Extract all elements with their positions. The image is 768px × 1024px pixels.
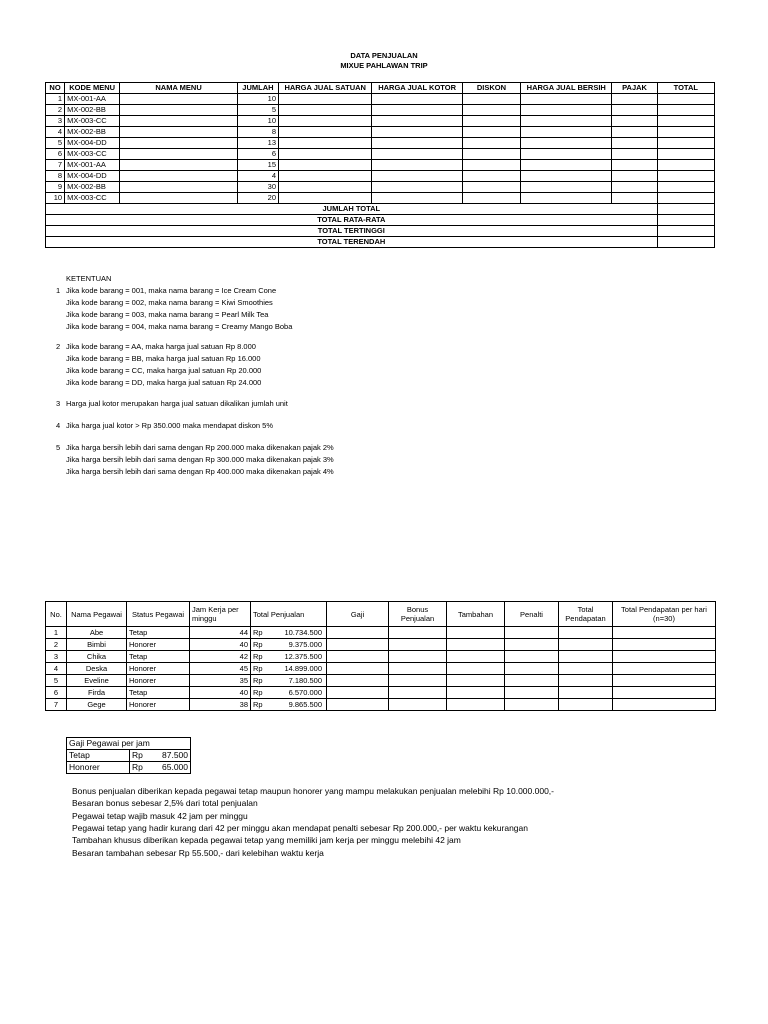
emp-total-penjualan: [251, 663, 327, 675]
cell-no: 2: [46, 105, 65, 116]
emp-tambahan: [447, 699, 505, 711]
emp-penalti: [505, 627, 559, 639]
cell-nama-menu: [120, 182, 238, 193]
summary-label: TOTAL TERTINGGI: [46, 226, 658, 237]
summary-value: [657, 215, 714, 226]
emp-pendapatan-per-hari: [613, 687, 716, 699]
cell-harga-jual-kotor: [372, 182, 462, 193]
emp-penjualan-value: 10.734.500: [284, 628, 322, 637]
wage-row: [67, 762, 191, 774]
emp-header-total-pendapatan: Total Pendapatan: [559, 602, 613, 627]
wage-status: Honorer: [67, 762, 130, 774]
emp-no: 6: [46, 687, 67, 699]
cell-harga-jual-satuan: [279, 94, 372, 105]
rule-text: Jika kode barang = BB, maka harga jual satuan Rp 16.000: [66, 354, 261, 363]
emp-gaji: [327, 627, 389, 639]
emp-gaji: [327, 699, 389, 711]
rule-number: 2: [56, 342, 61, 351]
sales-row: [46, 127, 715, 138]
emp-currency: Rp: [253, 700, 263, 709]
emp-status: Tetap: [127, 651, 190, 663]
emp-jam-kerja: 42: [190, 651, 251, 663]
cell-no: 6: [46, 149, 65, 160]
emp-header-pendapatan-per-hari: Total Pendapatan per hari (n=30): [613, 602, 716, 627]
wage-title: Gaji Pegawai per jam: [67, 738, 191, 750]
emp-total-penjualan: [251, 651, 327, 663]
cell-total: [657, 116, 714, 127]
sales-row: [46, 138, 715, 149]
sales-row: [46, 171, 715, 182]
cell-jumlah: 6: [237, 149, 278, 160]
emp-pendapatan-per-hari: [613, 639, 716, 651]
cell-harga-jual-bersih: [521, 160, 612, 171]
cell-harga-jual-kotor: [372, 127, 462, 138]
emp-tambahan: [447, 627, 505, 639]
employee-row: [46, 627, 716, 639]
cell-harga-jual-bersih: [521, 182, 612, 193]
sales-header-row: [46, 83, 715, 94]
cell-kode-menu: MX-001-AA: [65, 94, 120, 105]
cell-jumlah: 4: [237, 171, 278, 182]
emp-no: 5: [46, 675, 67, 687]
cell-pajak: [612, 182, 657, 193]
summary-row: [46, 204, 715, 215]
cell-nama-menu: [120, 149, 238, 160]
cell-harga-jual-kotor: [372, 193, 462, 204]
cell-pajak: [612, 138, 657, 149]
summary-label: TOTAL RATA-RATA: [46, 215, 658, 226]
header-jumlah: JUMLAH: [237, 83, 278, 94]
emp-penjualan-value: 7.180.500: [288, 676, 322, 685]
wage-value: 65.000: [148, 762, 191, 774]
emp-total-penjualan: [251, 639, 327, 651]
cell-nama-menu: [120, 160, 238, 171]
cell-no: 5: [46, 138, 65, 149]
header-harga-jual-kotor: HARGA JUAL KOTOR: [372, 83, 462, 94]
emp-total-pendapatan: [559, 639, 613, 651]
cell-pajak: [612, 94, 657, 105]
emp-penalti: [505, 639, 559, 651]
cell-kode-menu: MX-003-CC: [65, 116, 120, 127]
emp-nama: Firda: [67, 687, 127, 699]
cell-diskon: [462, 171, 520, 182]
emp-pendapatan-per-hari: [613, 663, 716, 675]
emp-jam-kerja: 35: [190, 675, 251, 687]
emp-pendapatan-per-hari: [613, 699, 716, 711]
cell-kode-menu: MX-002-BB: [65, 105, 120, 116]
emp-total-pendapatan: [559, 675, 613, 687]
employee-header-row: [46, 602, 716, 627]
wage-status: Tetap: [67, 750, 130, 762]
emp-gaji: [327, 687, 389, 699]
emp-pendapatan-per-hari: [613, 627, 716, 639]
emp-header-no: No.: [46, 602, 67, 627]
sales-row: [46, 149, 715, 160]
emp-total-pendapatan: [559, 699, 613, 711]
emp-status: Tetap: [127, 687, 190, 699]
sales-row: [46, 116, 715, 127]
cell-diskon: [462, 149, 520, 160]
header-harga-jual-bersih: HARGA JUAL BERSIH: [521, 83, 612, 94]
cell-nama-menu: [120, 193, 238, 204]
cell-kode-menu: MX-004-DD: [65, 138, 120, 149]
header-harga-jual-satuan: HARGA JUAL SATUAN: [279, 83, 372, 94]
cell-harga-jual-satuan: [279, 127, 372, 138]
cell-jumlah: 10: [237, 116, 278, 127]
cell-harga-jual-satuan: [279, 160, 372, 171]
summary-row: [46, 215, 715, 226]
cell-harga-jual-satuan: [279, 182, 372, 193]
emp-tambahan: [447, 651, 505, 663]
emp-tambahan: [447, 675, 505, 687]
summary-row: [46, 226, 715, 237]
emp-no: 3: [46, 651, 67, 663]
cell-nama-menu: [120, 94, 238, 105]
emp-penalti: [505, 663, 559, 675]
emp-bonus: [389, 627, 447, 639]
note-line: Tambahan khusus diberikan kepada pegawai tetap yang memiliki jam kerja per minggu melebihi 42 jam: [72, 835, 461, 846]
cell-kode-menu: MX-002-BB: [65, 127, 120, 138]
header-pajak: PAJAK: [612, 83, 657, 94]
cell-diskon: [462, 182, 520, 193]
emp-no: 1: [46, 627, 67, 639]
emp-nama: Eveline: [67, 675, 127, 687]
cell-no: 7: [46, 160, 65, 171]
emp-bonus: [389, 651, 447, 663]
header-nama-menu: NAMA MENU: [120, 83, 238, 94]
page-title: DATA PENJUALAN: [350, 51, 418, 60]
emp-gaji: [327, 663, 389, 675]
rule-number: 4: [56, 421, 61, 430]
cell-no: 10: [46, 193, 65, 204]
cell-harga-jual-satuan: [279, 149, 372, 160]
emp-penjualan-value: 9.865.500: [288, 700, 322, 709]
emp-header-tambahan: Tambahan: [447, 602, 505, 627]
summary-label: JUMLAH TOTAL: [46, 204, 658, 215]
sales-row: [46, 182, 715, 193]
rule-text: Jika kode barang = CC, maka harga jual satuan Rp 20.000: [66, 366, 262, 375]
emp-currency: Rp: [253, 652, 263, 661]
emp-total-pendapatan: [559, 651, 613, 663]
sales-row: [46, 94, 715, 105]
cell-harga-jual-kotor: [372, 160, 462, 171]
summary-value: [657, 204, 714, 215]
header-diskon: DISKON: [462, 83, 520, 94]
note-line: Besaran bonus sebesar 2,5% dari total penjualan: [72, 798, 258, 809]
emp-tambahan: [447, 663, 505, 675]
emp-header-gaji: Gaji: [327, 602, 389, 627]
cell-pajak: [612, 171, 657, 182]
note-line: Pegawai tetap wajib masuk 42 jam per minggu: [72, 810, 248, 821]
sales-row: [46, 105, 715, 116]
emp-gaji: [327, 651, 389, 663]
page-subtitle: MIXUE PAHLAWAN TRIP: [340, 61, 428, 70]
cell-total: [657, 160, 714, 171]
cell-pajak: [612, 193, 657, 204]
emp-pendapatan-per-hari: [613, 675, 716, 687]
employee-row: [46, 639, 716, 651]
wage-table: [66, 737, 191, 774]
ketentuan-heading: KETENTUAN: [66, 274, 112, 283]
cell-jumlah: 10: [237, 94, 278, 105]
cell-kode-menu: MX-001-AA: [65, 160, 120, 171]
wage-currency: Rp: [130, 750, 149, 762]
emp-bonus: [389, 687, 447, 699]
emp-penalti: [505, 651, 559, 663]
summary-label: TOTAL TERENDAH: [46, 237, 658, 248]
note-line: Besaran tambahan sebesar Rp 55.500,- dari kelebihan waktu kerja: [72, 847, 324, 858]
emp-total-pendapatan: [559, 687, 613, 699]
header-no: NO: [46, 83, 65, 94]
rule-number: 5: [56, 443, 61, 452]
rule-text: Jika harga bersih lebih dari sama dengan Rp 300.000 maka dikenakan pajak 3%: [66, 455, 334, 464]
emp-nama: Chika: [67, 651, 127, 663]
cell-no: 1: [46, 94, 65, 105]
rule-number: 1: [56, 286, 61, 295]
emp-currency: Rp: [253, 664, 263, 673]
emp-no: 7: [46, 699, 67, 711]
emp-header-penalti: Penalti: [505, 602, 559, 627]
emp-status: Honorer: [127, 639, 190, 651]
cell-diskon: [462, 127, 520, 138]
cell-diskon: [462, 138, 520, 149]
employee-table: [45, 601, 716, 711]
emp-currency: Rp: [253, 628, 263, 637]
emp-header-bonus: Bonus Penjualan: [389, 602, 447, 627]
cell-kode-menu: MX-003-CC: [65, 149, 120, 160]
cell-harga-jual-satuan: [279, 138, 372, 149]
cell-harga-jual-satuan: [279, 193, 372, 204]
cell-harga-jual-bersih: [521, 127, 612, 138]
emp-penalti: [505, 699, 559, 711]
emp-no: 4: [46, 663, 67, 675]
emp-nama: Deska: [67, 663, 127, 675]
cell-harga-jual-kotor: [372, 105, 462, 116]
rule-text: Harga jual kotor merupakan harga jual satuan dikalikan jumlah unit: [66, 399, 288, 408]
emp-currency: Rp: [253, 676, 263, 685]
emp-header-status: Status Pegawai: [127, 602, 190, 627]
cell-total: [657, 193, 714, 204]
cell-no: 9: [46, 182, 65, 193]
emp-jam-kerja: 40: [190, 687, 251, 699]
cell-total: [657, 105, 714, 116]
emp-bonus: [389, 663, 447, 675]
cell-pajak: [612, 127, 657, 138]
emp-penalti: [505, 675, 559, 687]
rule-text: Jika harga bersih lebih dari sama dengan Rp 200.000 maka dikenakan pajak 2%: [66, 443, 334, 452]
emp-status: Honorer: [127, 675, 190, 687]
emp-header-total-penjualan: Total Penjualan: [251, 602, 327, 627]
rule-text: Jika kode barang = 002, maka nama barang = Kiwi Smoothies: [66, 298, 273, 307]
note-line: Pegawai tetap yang hadir kurang dari 42 per minggu akan mendapat penalti sebesar Rp 200.000,- per waktu kekurangan: [72, 822, 528, 833]
sales-row: [46, 160, 715, 171]
header-kode-menu: KODE MENU: [65, 83, 120, 94]
emp-penjualan-value: 6.570.000: [288, 688, 322, 697]
summary-row: [46, 237, 715, 248]
cell-harga-jual-bersih: [521, 116, 612, 127]
rule-text: Jika kode barang = DD, maka harga jual satuan Rp 24.000: [66, 378, 262, 387]
wage-currency: Rp: [130, 762, 149, 774]
wage-title-row: [67, 738, 191, 750]
cell-no: 4: [46, 127, 65, 138]
cell-jumlah: 13: [237, 138, 278, 149]
cell-kode-menu: MX-004-DD: [65, 171, 120, 182]
emp-header-nama: Nama Pegawai: [67, 602, 127, 627]
rule-text: Jika kode barang = 003, maka nama barang = Pearl Milk Tea: [66, 310, 269, 319]
cell-harga-jual-kotor: [372, 94, 462, 105]
cell-harga-jual-bersih: [521, 105, 612, 116]
cell-total: [657, 127, 714, 138]
employee-row: [46, 699, 716, 711]
emp-total-pendapatan: [559, 663, 613, 675]
header-total: TOTAL: [657, 83, 714, 94]
emp-status: Honorer: [127, 663, 190, 675]
sales-table: [45, 82, 715, 248]
emp-bonus: [389, 699, 447, 711]
emp-gaji: [327, 639, 389, 651]
cell-harga-jual-kotor: [372, 138, 462, 149]
emp-currency: Rp: [253, 688, 263, 697]
emp-total-penjualan: [251, 687, 327, 699]
emp-penjualan-value: 9.375.000: [288, 640, 322, 649]
cell-nama-menu: [120, 105, 238, 116]
rule-text: Jika kode barang = 001, maka nama barang = Ice Cream Cone: [66, 286, 277, 295]
emp-penjualan-value: 12.375.500: [284, 652, 322, 661]
cell-nama-menu: [120, 127, 238, 138]
emp-total-penjualan: [251, 675, 327, 687]
cell-harga-jual-satuan: [279, 171, 372, 182]
cell-jumlah: 8: [237, 127, 278, 138]
employee-row: [46, 687, 716, 699]
cell-total: [657, 171, 714, 182]
sales-row: [46, 193, 715, 204]
emp-nama: Abe: [67, 627, 127, 639]
emp-nama: Bimbi: [67, 639, 127, 651]
cell-no: 8: [46, 171, 65, 182]
emp-bonus: [389, 639, 447, 651]
cell-nama-menu: [120, 171, 238, 182]
rule-text: Jika kode barang = 004, maka nama barang = Creamy Mango Boba: [66, 322, 293, 331]
emp-pendapatan-per-hari: [613, 651, 716, 663]
emp-nama: Gege: [67, 699, 127, 711]
emp-status: Tetap: [127, 627, 190, 639]
emp-jam-kerja: 40: [190, 639, 251, 651]
cell-nama-menu: [120, 116, 238, 127]
emp-header-jam-kerja: Jam Kerja per minggu: [190, 602, 251, 627]
cell-jumlah: 20: [237, 193, 278, 204]
cell-harga-jual-bersih: [521, 94, 612, 105]
emp-jam-kerja: 38: [190, 699, 251, 711]
emp-total-penjualan: [251, 627, 327, 639]
cell-diskon: [462, 105, 520, 116]
cell-pajak: [612, 116, 657, 127]
emp-jam-kerja: 44: [190, 627, 251, 639]
rule-number: 3: [56, 399, 61, 408]
cell-harga-jual-bersih: [521, 149, 612, 160]
cell-harga-jual-satuan: [279, 116, 372, 127]
emp-no: 2: [46, 639, 67, 651]
cell-harga-jual-bersih: [521, 171, 612, 182]
cell-harga-jual-bersih: [521, 193, 612, 204]
cell-total: [657, 94, 714, 105]
employee-row: [46, 663, 716, 675]
rule-text: Jika harga jual kotor > Rp 350.000 maka mendapat diskon 5%: [66, 421, 274, 430]
cell-kode-menu: MX-003-CC: [65, 193, 120, 204]
cell-diskon: [462, 193, 520, 204]
note-line: Bonus penjualan diberikan kepada pegawai tetap maupun honorer yang mampu melakukan penjualan melebihi Rp 10.000.000,-: [72, 786, 554, 796]
summary-value: [657, 226, 714, 237]
cell-diskon: [462, 160, 520, 171]
cell-total: [657, 149, 714, 160]
cell-harga-jual-kotor: [372, 171, 462, 182]
summary-value: [657, 237, 714, 248]
wage-row: [67, 750, 191, 762]
cell-total: [657, 138, 714, 149]
cell-harga-jual-kotor: [372, 149, 462, 160]
emp-tambahan: [447, 687, 505, 699]
emp-tambahan: [447, 639, 505, 651]
cell-pajak: [612, 105, 657, 116]
wage-value: 87.500: [148, 750, 191, 762]
emp-penalti: [505, 687, 559, 699]
emp-status: Honorer: [127, 699, 190, 711]
cell-jumlah: 30: [237, 182, 278, 193]
emp-gaji: [327, 675, 389, 687]
emp-jam-kerja: 45: [190, 663, 251, 675]
cell-diskon: [462, 116, 520, 127]
emp-total-pendapatan: [559, 627, 613, 639]
emp-bonus: [389, 675, 447, 687]
cell-harga-jual-kotor: [372, 116, 462, 127]
emp-penjualan-value: 14.899.000: [284, 664, 322, 673]
emp-currency: Rp: [253, 640, 263, 649]
employee-row: [46, 651, 716, 663]
cell-harga-jual-bersih: [521, 138, 612, 149]
rule-text: Jika kode barang = AA, maka harga jual satuan Rp 8.000: [66, 342, 256, 351]
cell-pajak: [612, 160, 657, 171]
cell-jumlah: 15: [237, 160, 278, 171]
cell-diskon: [462, 94, 520, 105]
cell-no: 3: [46, 116, 65, 127]
cell-kode-menu: MX-002-BB: [65, 182, 120, 193]
cell-jumlah: 5: [237, 105, 278, 116]
cell-nama-menu: [120, 138, 238, 149]
emp-total-penjualan: [251, 699, 327, 711]
cell-total: [657, 182, 714, 193]
employee-row: [46, 675, 716, 687]
rule-text: Jika harga bersih lebih dari sama dengan Rp 400.000 maka dikenakan pajak 4%: [66, 467, 334, 476]
cell-pajak: [612, 149, 657, 160]
cell-harga-jual-satuan: [279, 105, 372, 116]
